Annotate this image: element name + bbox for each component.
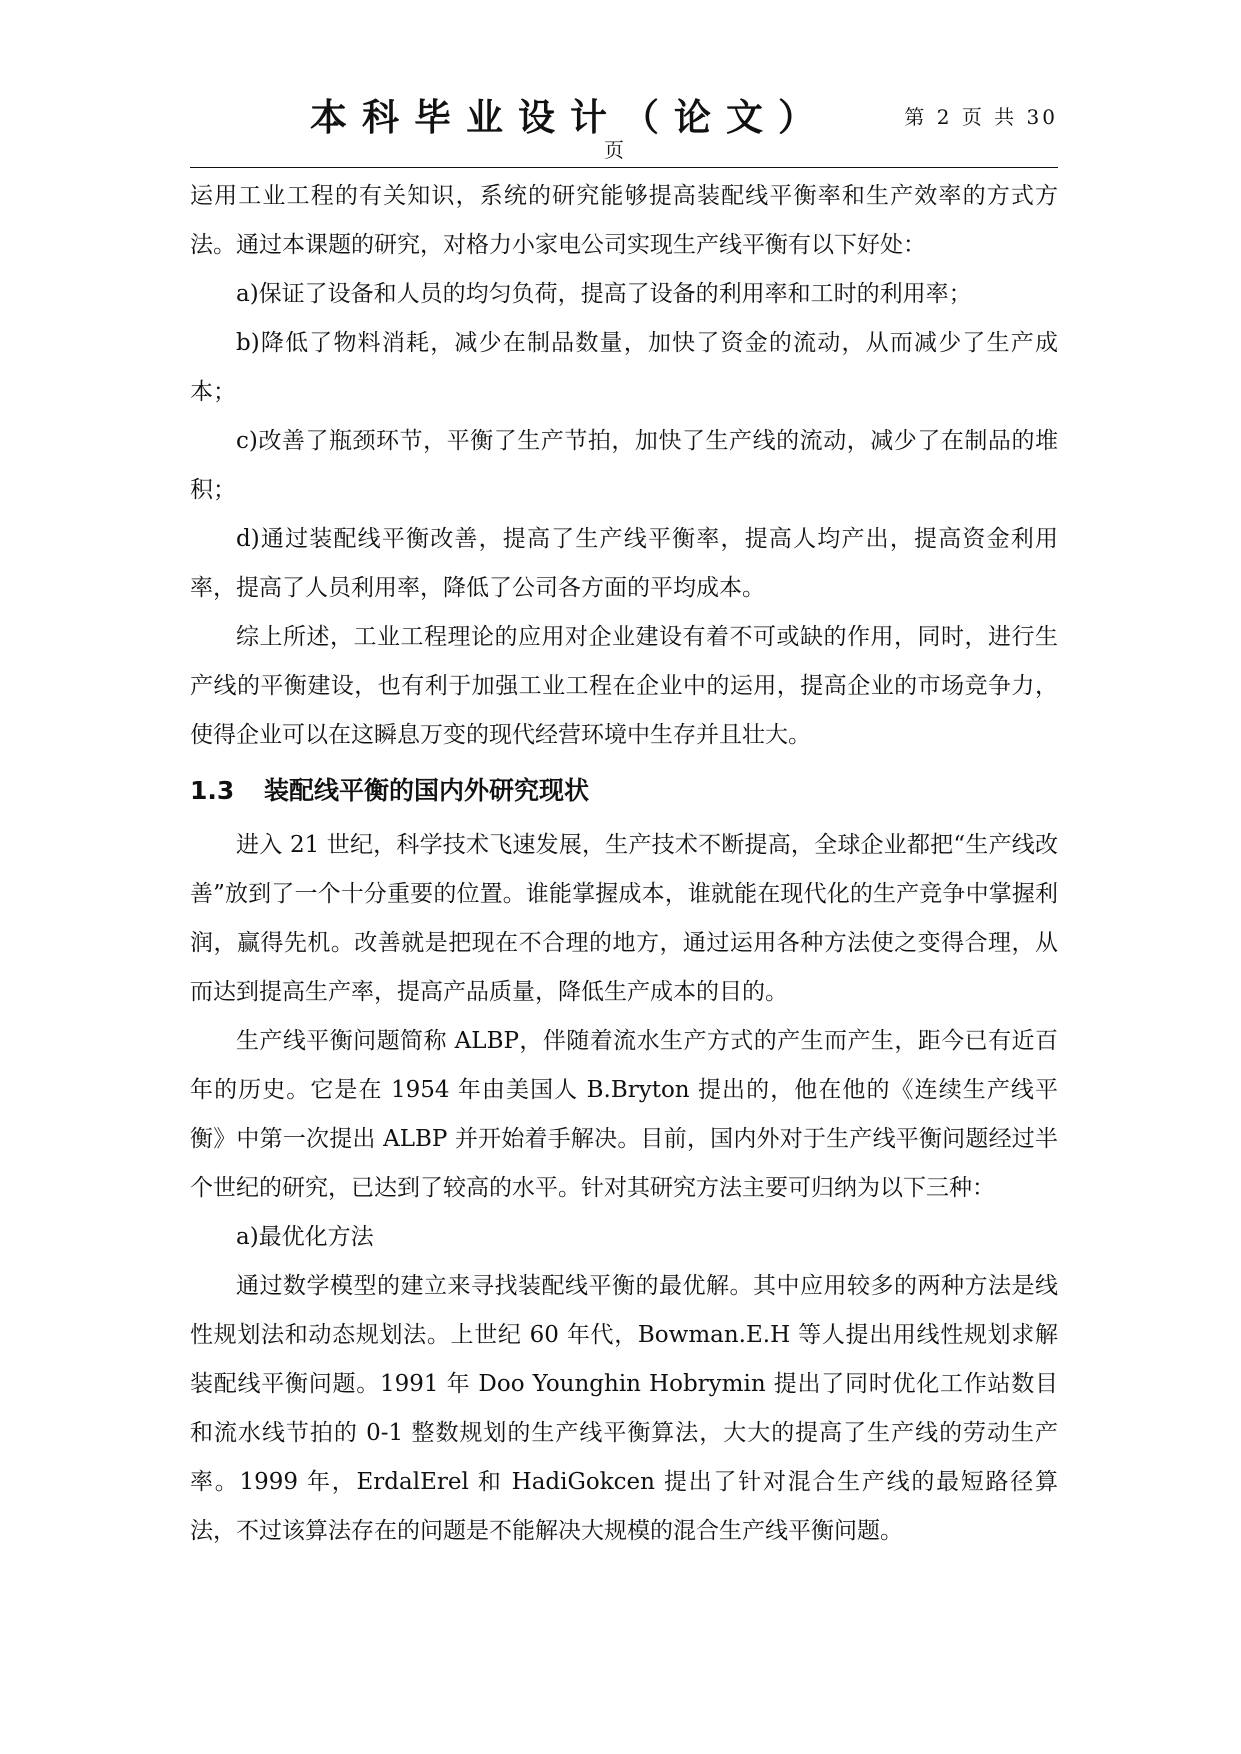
list-item-benefit-a: a)保证了设备和人员的均匀负荷，提高了设备的利用率和工时的利用率； (236, 281, 972, 307)
list-item-benefit-c: c)改善了瓶颈环节，平衡了生产节拍，加快了生产线的流动，减少了在制品的堆积； (190, 428, 1058, 503)
page-body (190, 172, 1058, 1556)
paragraph-optimization-method: 通过数学模型的建立来寻找装配线平衡的最优解。其中应用较多的两种方法是线性规划法和动态规划法。上世纪 60 年代，Bowman.E.H 等人提出用线性规划求解装配线平衡问题。1991 年 Doo Younghin Hobrymin 提出了同时优化工作站数目和流水线节拍的 0-1 整数规划的生产线平衡算法，大大的提高了生产线的劳动生产率。1999 年，ErdalErel 和 HadiGokcen 提出了针对混合生产线的最短路径算法，不过该算法存在的问题是不能解决大规模的混合生产线平衡问题。 (190, 1273, 1058, 1544)
paragraph-albp-history: 生产线平衡问题简称 ALBP，伴随着流水生产方式的产生而产生，距今已有近百年的历史。它是在 1954 年由美国人 B.Bryton 提出的，他在他的《连续生产线平衡》中第一次提出 ALBP 并开始着手解决。目前，国内外对于生产线平衡问题经过半个世纪的研究，已达到了较高的水平。针对其研究方法主要可归纳为以下三种： (190, 1028, 1058, 1201)
document-title: 本科毕业设计（论文） (310, 95, 830, 139)
paragraph-intro-continued: 运用工业工程的有关知识，系统的研究能够提高装配线平衡率和生产效率的方式方法。通过本课题的研究，对格力小家电公司实现生产线平衡有以下好处： (190, 183, 1058, 258)
section-heading (190, 766, 1058, 815)
list-item-method-a: a)最优化方法 (236, 1224, 374, 1250)
section-title: 装配线平衡的国内外研究现状 (264, 776, 590, 805)
page-header (190, 86, 1058, 168)
section-number: 1.3 (190, 776, 235, 805)
list-item-benefit-d: d)通过装配线平衡改善，提高了生产线平衡率，提高人均产出，提高资金利用率，提高了人员利用率，降低了公司各方面的平均成本。 (190, 526, 1058, 601)
page-number-info: 第 2 页 共 30 (904, 105, 1058, 129)
list-item-benefit-b: b)降低了物料消耗，减少在制品数量，加快了资金的流动，从而减少了生产成本； (190, 330, 1058, 405)
paragraph-research-background: 进入 21 世纪，科学技术飞速发展，生产技术不断提高，全球企业都把“生产线改善”放到了一个十分重要的位置。谁能掌握成本，谁就能在现代化的生产竞争中掌握利润，赢得先机。改善就是把现在不合理的地方，通过运用各种方法使之变得合理，从而达到提高生产率，提高产品质量，降低生产成本的目的。 (190, 832, 1058, 1005)
paragraph-summary: 综上所述，工业工程理论的应用对企业建设有着不可或缺的作用，同时，进行生产线的平衡建设，也有利于加强工业工程在企业中的运用，提高企业的市场竞争力，使得企业可以在这瞬息万变的现代经营环境中生存并且壮大。 (190, 624, 1058, 748)
header-divider (190, 167, 1058, 168)
page-number-info-continued: 页 (604, 138, 624, 162)
